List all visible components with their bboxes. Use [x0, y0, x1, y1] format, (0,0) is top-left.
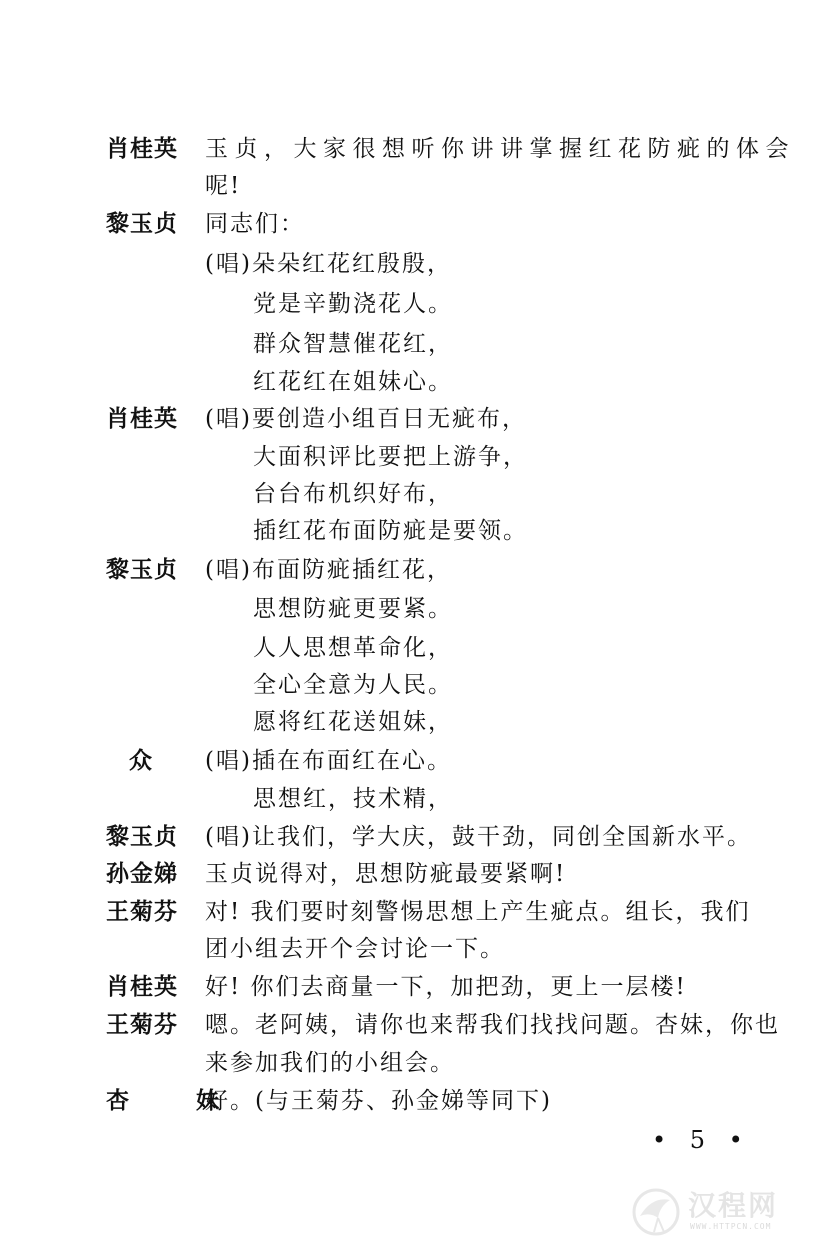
- watermark-text: 汉程网: [688, 1189, 779, 1222]
- script-line: [0, 1082, 822, 1122]
- speaker-name: 王菊芬: [106, 899, 178, 925]
- speaker-name: 黎玉贞: [106, 824, 178, 850]
- script-line: [0, 930, 822, 970]
- script-line: [0, 893, 822, 933]
- script-line: [0, 205, 822, 245]
- script-line: [0, 551, 822, 591]
- script-line: [0, 629, 822, 669]
- speaker-name: 肖桂英: [106, 974, 178, 1000]
- dialogue-text: 对! 我们要时刻警惕思想上产生疵点。组长，我们: [205, 899, 751, 925]
- script-line: [0, 666, 822, 706]
- script-line: [0, 855, 822, 895]
- script-line: [0, 818, 822, 858]
- sung-text: (唱)要创造小组百日无疵布，: [205, 406, 527, 432]
- script-line: [0, 475, 822, 515]
- speaker-name: 众: [129, 748, 153, 774]
- script-line: [0, 968, 822, 1008]
- script-line: [0, 285, 822, 325]
- sung-text: 思想红，技术精，: [253, 786, 453, 812]
- speaker-name: 孙金娣: [106, 861, 178, 887]
- script-line: [0, 363, 822, 403]
- script-line: [0, 512, 822, 552]
- dialogue-text: 呢!: [205, 173, 242, 199]
- speaker-name: 杏 妹: [106, 1088, 241, 1114]
- sung-text: 插红花布面防疵是要领。: [253, 518, 528, 544]
- dialogue-text: 来参加我们的小组会。: [205, 1050, 455, 1076]
- sung-text: 群众智慧催花红，: [253, 331, 453, 357]
- dialogue-text: 团小组去开个会讨论一下。: [205, 936, 505, 962]
- sung-text: 红花红在姐妹心。: [253, 369, 453, 395]
- script-line: [0, 1006, 822, 1046]
- sung-text: 党是辛勤浇花人。: [253, 291, 453, 317]
- script-line: [0, 780, 822, 820]
- dialogue-text: 好。(与王菊芬、孙金娣等同下): [205, 1088, 552, 1114]
- sung-text: (唱)插在布面红在心。: [205, 748, 452, 774]
- sung-text: 台台布机织好布，: [253, 481, 453, 507]
- speaker-name: 王菊芬: [106, 1012, 178, 1038]
- script-line: [0, 1044, 822, 1084]
- script-line: [0, 130, 822, 170]
- page-number: • 5 •: [652, 1126, 751, 1154]
- sung-text: 大面积评比要把上游争，: [253, 444, 528, 470]
- script-line: [0, 167, 822, 207]
- sung-text: (唱)朵朵红花红殷殷，: [205, 251, 452, 277]
- dialogue-text: 玉贞说得对，思想防疵最要紧啊!: [205, 861, 567, 887]
- speaker-name: 黎玉贞: [106, 557, 178, 583]
- script-line: [0, 325, 822, 365]
- watermark: [628, 1182, 808, 1242]
- dialogue-text: 玉贞，大家很想听你讲讲掌握红花防疵的体会: [205, 136, 795, 162]
- script-line: [0, 703, 822, 743]
- speaker-name: 黎玉贞: [106, 211, 178, 237]
- script-line: [0, 590, 822, 630]
- dialogue-text: 同志们：: [205, 211, 305, 237]
- dialogue-text: 嗯。老阿姨，请你也来帮我们找找问题。杏妹，你也: [205, 1012, 780, 1038]
- crane-logo-icon: [628, 1182, 686, 1240]
- script-line: [0, 438, 822, 478]
- watermark-url: WWW.HTTPCN.COM: [690, 1222, 772, 1231]
- script-line: [0, 742, 822, 782]
- dialogue-text: 好! 你们去商量一下，加把劲，更上一层楼!: [205, 974, 687, 1000]
- sung-text: (唱)布面防疵插红花，: [205, 557, 452, 583]
- sung-text: 愿将红花送姐妹，: [253, 709, 453, 735]
- sung-text: 思想防疵更要紧。: [253, 596, 453, 622]
- script-line: [0, 400, 822, 440]
- speaker-name: 肖桂英: [106, 406, 178, 432]
- sung-text: 全心全意为人民。: [253, 672, 453, 698]
- sung-text: (唱)让我们，学大庆，鼓干劲，同创全国新水平。: [205, 824, 752, 850]
- script-line: [0, 245, 822, 285]
- sung-text: 人人思想革命化，: [253, 635, 453, 661]
- speaker-name: 肖桂英: [106, 136, 178, 162]
